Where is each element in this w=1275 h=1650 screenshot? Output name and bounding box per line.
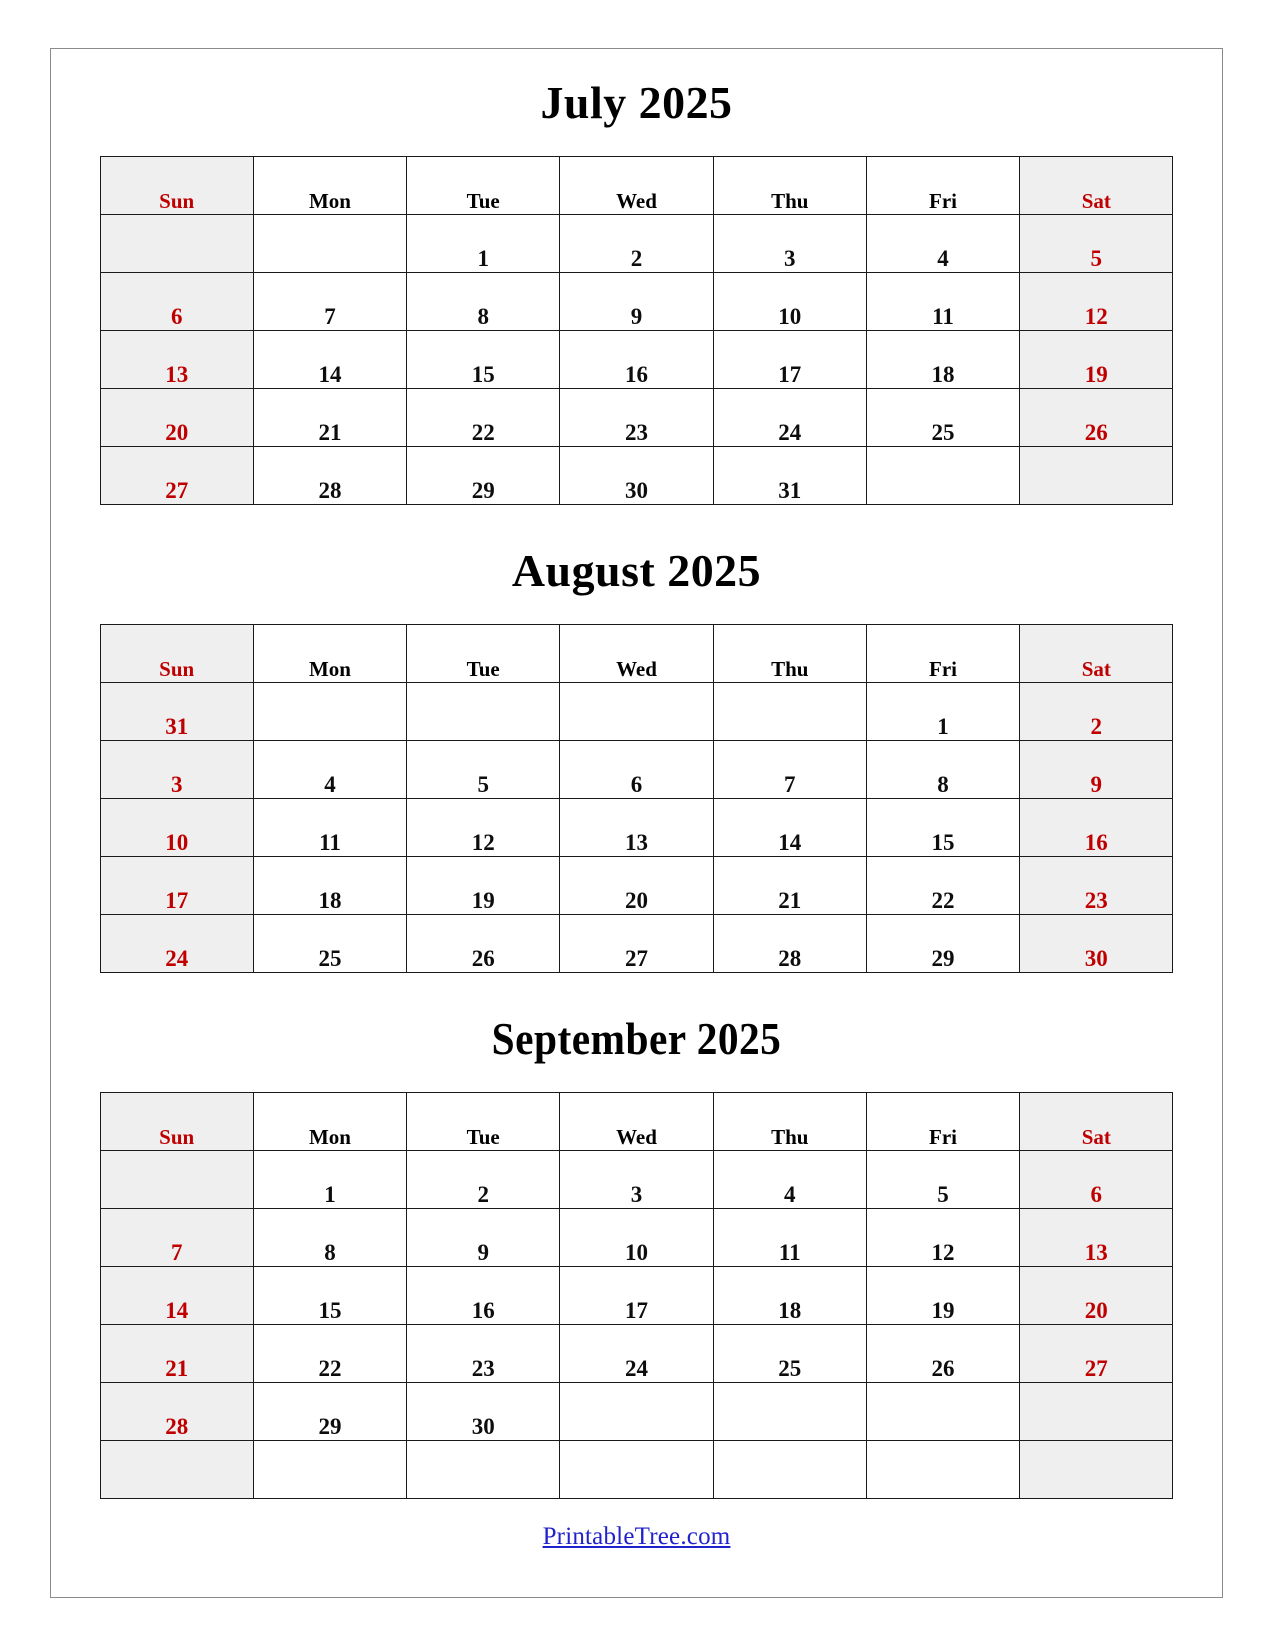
calendar-body-august (100, 683, 1173, 973)
day-cell[interactable] (100, 1441, 253, 1499)
day-cell[interactable]: 9 (407, 1209, 560, 1267)
day-cell[interactable]: 28 (713, 915, 866, 973)
day-cell[interactable] (253, 1441, 406, 1499)
day-cell[interactable] (100, 1151, 253, 1209)
weekday-header-sun: Sun (100, 157, 253, 215)
day-cell[interactable] (253, 683, 406, 741)
day-cell[interactable] (1020, 447, 1173, 505)
day-cell[interactable]: 15 (407, 331, 560, 389)
day-cell[interactable]: 29 (253, 1383, 406, 1441)
day-cell[interactable]: 1 (253, 1151, 406, 1209)
weekday-header-wed: Wed (560, 625, 713, 683)
calendar-table-july (100, 156, 1174, 505)
week-row (100, 447, 1173, 505)
day-cell[interactable] (713, 683, 866, 741)
day-cell[interactable]: 10 (560, 1209, 713, 1267)
day-cell[interactable]: 27 (560, 915, 713, 973)
weekday-header-sat: Sat (1020, 1093, 1173, 1151)
day-cell[interactable]: 25 (866, 389, 1019, 447)
day-cell[interactable]: 21 (713, 857, 866, 915)
day-cell[interactable]: 1 (407, 215, 560, 273)
weekday-header-wed: Wed (560, 157, 713, 215)
day-cell[interactable] (560, 1383, 713, 1441)
day-cell[interactable]: 5 (407, 741, 560, 799)
day-cell[interactable] (1020, 1383, 1173, 1441)
day-cell[interactable]: 28 (253, 447, 406, 505)
day-cell[interactable]: 22 (253, 1325, 406, 1383)
day-cell[interactable]: 24 (560, 1325, 713, 1383)
day-cell[interactable]: 8 (866, 741, 1019, 799)
weekday-header-thu: Thu (713, 1093, 866, 1151)
day-cell[interactable]: 20 (560, 857, 713, 915)
day-cell[interactable]: 4 (866, 215, 1019, 273)
calendar-page (50, 48, 1223, 1598)
day-cell[interactable]: 4 (253, 741, 406, 799)
day-cell[interactable]: 11 (253, 799, 406, 857)
month-title-july: July 2025 (540, 78, 733, 128)
day-cell[interactable]: 2 (560, 215, 713, 273)
week-row (100, 1441, 1173, 1499)
day-cell[interactable]: 24 (100, 915, 253, 973)
weekday-header-thu: Thu (713, 157, 866, 215)
day-cell[interactable] (866, 1441, 1019, 1499)
day-cell[interactable]: 16 (1020, 799, 1173, 857)
day-cell[interactable]: 14 (253, 331, 406, 389)
day-cell[interactable]: 24 (713, 389, 866, 447)
week-row (100, 389, 1173, 447)
week-row (100, 1267, 1173, 1325)
day-cell[interactable]: 10 (100, 799, 253, 857)
day-cell[interactable]: 31 (713, 447, 866, 505)
weekday-header-fri: Fri (866, 157, 1019, 215)
week-row (100, 273, 1173, 331)
day-cell[interactable]: 12 (866, 1209, 1019, 1267)
day-cell[interactable]: 26 (1020, 389, 1173, 447)
weekday-header-sun: Sun (100, 1093, 253, 1151)
day-cell[interactable]: 22 (866, 857, 1019, 915)
weekday-header-fri: Fri (866, 1093, 1019, 1151)
day-cell[interactable]: 29 (866, 915, 1019, 973)
month-block-august (76, 505, 1197, 973)
day-cell[interactable]: 22 (407, 389, 560, 447)
printabletree-link[interactable]: PrintableTree.com (542, 1523, 731, 1550)
weekday-header-sun: Sun (100, 625, 253, 683)
day-cell[interactable]: 25 (713, 1325, 866, 1383)
day-cell[interactable]: 17 (560, 1267, 713, 1325)
day-cell[interactable]: 8 (253, 1209, 406, 1267)
week-row (100, 915, 1173, 973)
day-cell[interactable]: 14 (713, 799, 866, 857)
weekday-header-mon: Mon (253, 157, 406, 215)
day-cell[interactable]: 3 (100, 741, 253, 799)
day-cell[interactable]: 10 (713, 273, 866, 331)
weekday-header-mon: Mon (253, 625, 406, 683)
calendar-body-september (100, 1151, 1173, 1499)
day-cell[interactable] (100, 215, 253, 273)
day-cell[interactable]: 11 (866, 273, 1019, 331)
day-cell[interactable]: 31 (100, 683, 253, 741)
day-cell[interactable]: 30 (407, 1383, 560, 1441)
day-cell[interactable]: 6 (100, 273, 253, 331)
day-cell[interactable]: 12 (407, 799, 560, 857)
day-cell[interactable] (713, 1383, 866, 1441)
day-cell[interactable]: 20 (100, 389, 253, 447)
day-cell[interactable]: 13 (1020, 1209, 1173, 1267)
day-cell[interactable] (253, 215, 406, 273)
weekday-header-tue: Tue (407, 625, 560, 683)
day-cell[interactable]: 17 (100, 857, 253, 915)
calendar-table-august (100, 624, 1174, 973)
week-row (100, 1151, 1173, 1209)
weekday-header-mon: Mon (253, 1093, 406, 1151)
day-cell[interactable]: 9 (1020, 741, 1173, 799)
month-title-august: August 2025 (511, 546, 762, 596)
day-cell[interactable]: 8 (407, 273, 560, 331)
week-row (100, 215, 1173, 273)
day-cell[interactable]: 11 (713, 1209, 866, 1267)
day-cell[interactable]: 3 (560, 1151, 713, 1209)
calendar-header-september (100, 1093, 1173, 1151)
weekday-header-sat: Sat (1020, 625, 1173, 683)
day-cell[interactable] (1020, 1441, 1173, 1499)
week-row (100, 741, 1173, 799)
calendar-header-july (100, 157, 1173, 215)
day-cell[interactable]: 20 (1020, 1267, 1173, 1325)
month-block-july (76, 49, 1197, 505)
day-cell[interactable]: 17 (713, 331, 866, 389)
day-cell[interactable]: 30 (560, 447, 713, 505)
day-cell[interactable]: 21 (253, 389, 406, 447)
day-cell[interactable]: 26 (407, 915, 560, 973)
day-cell[interactable]: 27 (1020, 1325, 1173, 1383)
day-cell[interactable]: 21 (100, 1325, 253, 1383)
week-row (100, 1209, 1173, 1267)
weekday-header-wed: Wed (560, 1093, 713, 1151)
day-cell[interactable]: 19 (1020, 331, 1173, 389)
day-cell[interactable]: 18 (866, 331, 1019, 389)
day-cell[interactable]: 18 (253, 857, 406, 915)
week-row (100, 1325, 1173, 1383)
day-cell[interactable] (407, 1441, 560, 1499)
week-row (100, 799, 1173, 857)
weekday-header-row (100, 157, 1173, 215)
day-cell[interactable] (866, 1383, 1019, 1441)
day-cell[interactable] (560, 1441, 713, 1499)
day-cell[interactable]: 2 (1020, 683, 1173, 741)
weekday-header-thu: Thu (713, 625, 866, 683)
day-cell[interactable]: 23 (407, 1325, 560, 1383)
weekday-header-row (100, 625, 1173, 683)
weekday-header-tue: Tue (407, 1093, 560, 1151)
day-cell[interactable]: 12 (1020, 273, 1173, 331)
day-cell[interactable]: 19 (407, 857, 560, 915)
day-cell[interactable]: 6 (560, 741, 713, 799)
day-cell[interactable]: 16 (407, 1267, 560, 1325)
day-cell[interactable]: 4 (713, 1151, 866, 1209)
calendar-header-august (100, 625, 1173, 683)
day-cell[interactable]: 9 (560, 273, 713, 331)
month-title-september: September 2025 (491, 1014, 782, 1064)
day-cell[interactable]: 25 (253, 915, 406, 973)
day-cell[interactable]: 14 (100, 1267, 253, 1325)
week-row (100, 857, 1173, 915)
day-cell[interactable]: 28 (100, 1383, 253, 1441)
day-cell[interactable]: 23 (560, 389, 713, 447)
day-cell[interactable]: 13 (100, 331, 253, 389)
day-cell[interactable]: 26 (866, 1325, 1019, 1383)
day-cell[interactable]: 5 (866, 1151, 1019, 1209)
week-row (100, 331, 1173, 389)
footer (76, 1499, 1197, 1551)
day-cell[interactable]: 3 (713, 215, 866, 273)
day-cell[interactable]: 6 (1020, 1151, 1173, 1209)
calendar-body-july (100, 215, 1173, 505)
day-cell[interactable]: 27 (100, 447, 253, 505)
weekday-header-row (100, 1093, 1173, 1151)
day-cell[interactable]: 23 (1020, 857, 1173, 915)
weekday-header-tue: Tue (407, 157, 560, 215)
calendar-table-september (100, 1092, 1174, 1499)
day-cell[interactable] (560, 683, 713, 741)
day-cell[interactable]: 29 (407, 447, 560, 505)
month-block-september (76, 973, 1197, 1499)
week-row (100, 1383, 1173, 1441)
day-cell[interactable]: 18 (713, 1267, 866, 1325)
day-cell[interactable]: 7 (100, 1209, 253, 1267)
day-cell[interactable]: 30 (1020, 915, 1173, 973)
day-cell[interactable]: 15 (253, 1267, 406, 1325)
weekday-header-fri: Fri (866, 625, 1019, 683)
day-cell[interactable]: 19 (866, 1267, 1019, 1325)
day-cell[interactable] (713, 1441, 866, 1499)
day-cell[interactable]: 1 (866, 683, 1019, 741)
week-row (100, 683, 1173, 741)
day-cell[interactable]: 2 (407, 1151, 560, 1209)
day-cell[interactable]: 5 (1020, 215, 1173, 273)
day-cell[interactable]: 16 (560, 331, 713, 389)
day-cell[interactable]: 7 (713, 741, 866, 799)
day-cell[interactable] (866, 447, 1019, 505)
day-cell[interactable]: 15 (866, 799, 1019, 857)
day-cell[interactable] (407, 683, 560, 741)
day-cell[interactable]: 13 (560, 799, 713, 857)
day-cell[interactable]: 7 (253, 273, 406, 331)
calendar-page-inner (51, 49, 1222, 1597)
weekday-header-sat: Sat (1020, 157, 1173, 215)
